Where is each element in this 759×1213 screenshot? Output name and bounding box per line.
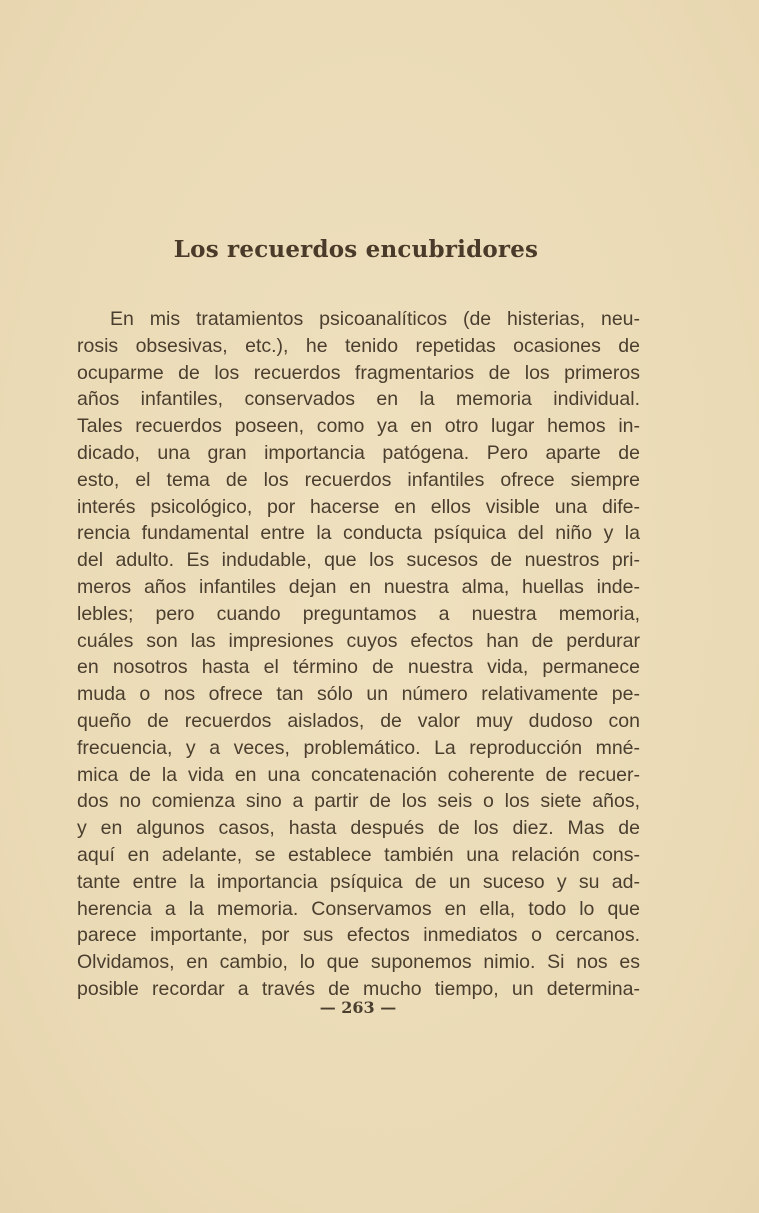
text-line: del adulto. Es indudable, que los sucesos de nuestros pri- — [77, 549, 640, 572]
text-line: tante entre la importancia psíquica de un suceso y su ad- — [77, 870, 640, 893]
text-line: Olvidamos, en cambio, lo que suponemos nimio. Si nos es — [77, 951, 640, 974]
text-line: meros años infantiles dejan en nuestra alma, huellas inde- — [77, 575, 640, 598]
text-line: lebles; pero cuando preguntamos a nuestra memoria, — [77, 602, 640, 625]
text-line: dos no comienza sino a partir de los seis o los siete años, — [77, 790, 640, 813]
text-line: esto, el tema de los recuerdos infantiles ofrece siempre — [77, 468, 640, 491]
text-line: y en algunos casos, hasta después de los diez. Mas de — [77, 817, 640, 840]
text-line: posible recordar a través de mucho tiempo, un determina- — [77, 977, 640, 1000]
text-line: frecuencia, y a veces, problemático. La reproducción mné- — [77, 736, 640, 759]
text-line: cuáles son las impresiones cuyos efectos han de perdurar — [77, 629, 640, 652]
body-text — [77, 306, 640, 1003]
text-line: rosis obsesivas, etc.), he tenido repetidas ocasiones de — [77, 334, 640, 357]
text-line: rencia fundamental entre la conducta psíquica del niño y la — [77, 522, 640, 545]
text-line: Tales recuerdos poseen, como ya en otro lugar hemos in- — [77, 415, 640, 438]
page-number: — 263 — — [319, 998, 397, 1017]
text-line: herencia a la memoria. Conservamos en ella, todo lo que — [77, 897, 640, 920]
chapter-title: Los recuerdos encubridores — [173, 236, 539, 263]
text-line: dicado, una gran importancia patógena. Pero aparte de — [77, 441, 640, 464]
text-line: En mis tratamientos psicoanalíticos (de histerias, neu- — [110, 308, 640, 330]
text-line: en nosotros hasta el término de nuestra vida, permanece — [77, 656, 640, 679]
text-line: muda o nos ofrece tan sólo un número relativamente pe- — [77, 683, 640, 706]
text-line: mica de la vida en una concatenación coherente de recuer- — [77, 763, 640, 786]
text-line: ocuparme de los recuerdos fragmentarios de los primeros — [77, 361, 640, 384]
text-line: aquí en adelante, se establece también una relación cons- — [77, 843, 640, 866]
text-line: parece importante, por sus efectos inmediatos o cercanos. — [77, 924, 640, 947]
text-line: queño de recuerdos aislados, de valor muy dudoso con — [77, 709, 640, 732]
text-line: interés psicológico, por hacerse en ellos visible una dife- — [77, 495, 640, 518]
text-line: años infantiles, conservados en la memoria individual. — [77, 388, 640, 411]
